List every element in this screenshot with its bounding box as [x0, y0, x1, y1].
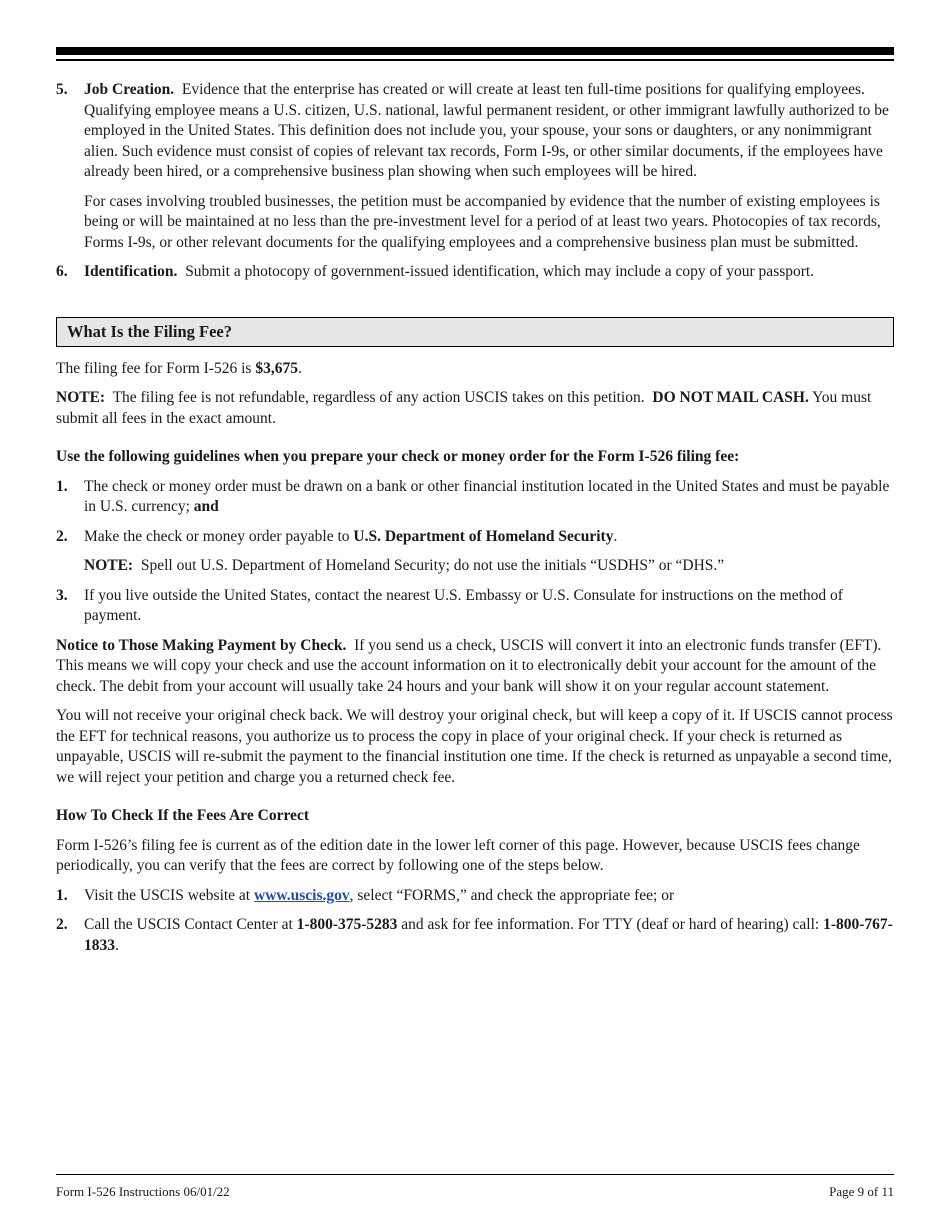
payee-name: U.S. Department of Homeland Security: [353, 527, 614, 545]
item-text: Submit a photocopy of government-issued identification, which may include a copy of your passport.: [185, 263, 815, 280]
footer-rule: [56, 1174, 894, 1175]
guideline-item-1: 1. The check or money order must be drawn on a bank or other financial institution located in the United States and must be payable in U.S. currency; and: [56, 477, 890, 515]
tty-phone: 1-800-767-1833: [84, 916, 893, 954]
fee-note: NOTE: The filing fee is not refundable, regardless of any action USCIS takes on this petition. DO NOT MAIL CASH. You must submit all fees in the exact amount.: [56, 389, 872, 427]
note-label: NOTE:: [56, 389, 106, 406]
item-title: Identification.: [84, 263, 178, 280]
item-number: 2.: [56, 527, 68, 545]
page-content: [56, 80, 894, 965]
top-rule-thin: [56, 59, 894, 61]
check-fees-step-1: 1. Visit the USCIS website at www.uscis.gov, select “FORMS,” and check the appropriate fee; or: [56, 886, 894, 907]
item-number: 1.: [56, 886, 68, 904]
check-notice-label: Notice to Those Making Payment by Check.: [56, 636, 347, 654]
check-notice-continued: You will not receive your original check back. We will destroy your original check, but will keep a copy of it. If USCIS cannot process the EFT for technical reasons, you authorize us to process the copy in place of your original check. If your check is returned as unpayable, USCIS will re-submit the payment to the financial institution one time. If the check is returned as unpayable a second time, we will reject your petition and charge you a returned check fee.: [56, 707, 893, 786]
section-heading-filing-fee: What Is the Filing Fee?: [56, 317, 894, 347]
check-notice: Notice to Those Making Payment by Check. If you send us a check, USCIS will convert it into an electronic funds transfer (EFT). This means we will copy your check and use the account information on it to electronically debit your account for the amount of the check. The debit from your account will usually take 24 hours and your bank will show it on your regular account statement.: [56, 636, 882, 695]
guideline-item-2: 2. Make the check or money order payable to U.S. Department of Homeland Security. NOTE: Spell out U.S. Department of Homeland Security; do not use the initials “USDHS” or “DHS.”: [56, 527, 725, 574]
note-label: NOTE:: [84, 557, 134, 574]
item-number: 2.: [56, 916, 68, 933]
fee-statement: The filing fee for Form I-526 is $3,675.: [56, 359, 302, 377]
contact-center-phone: 1-800-375-5283: [296, 916, 398, 933]
item-text-continued: For cases involving troubled businesses, the petition must be accompanied by evidence that the number of existing employees is being or will be maintained at no less than the pre-investment level for a period of at least two years. Photocopies of tax records, Forms I-9s, or other relevant documents for the qualifying employees and a comprehensive business plan must be submitted.: [84, 192, 881, 251]
fee-amount: $3,675: [255, 359, 298, 377]
item-title: Job Creation.: [84, 81, 175, 98]
footer-page-number: Page 9 of 11: [829, 1184, 894, 1199]
check-fees-intro: Form I-526’s filing fee is current as of the edition date in the lower left corner of this page. However, because USCIS fees change periodically, you can verify that the fees are correct by following one of the steps below.: [56, 836, 860, 874]
list-item-identification: [56, 262, 894, 283]
item-number: 5.: [56, 81, 68, 98]
item-number: 6.: [56, 263, 68, 280]
item-number: 3.: [56, 586, 68, 604]
footer-form-edition: Form I-526 Instructions 06/01/22: [56, 1184, 230, 1199]
guidelines-heading: Use the following guidelines when you prepare your check or money order for the Form I-526 filing fee:: [56, 448, 740, 465]
check-fees-heading: How To Check If the Fees Are Correct: [56, 807, 309, 824]
check-fees-step-2: 2. Call the USCIS Contact Center at 1-800-375-5283 and ask for fee information. For TTY (deaf or hard of hearing) call: 1-800-767-1833.: [56, 916, 893, 954]
item-text: Evidence that the enterprise has created or will create at least ten full-time positions for qualifying employees. Qualifying employee means a U.S. citizen, U.S. national, lawful permanent resident, or other immigrant lawfully authorized to be employed in the United States. This definition does not include you, your spouse, your sons or daughters, or any nonimmigrant alien. Such evidence must consist of copies of relevant tax records, Form I-9s, or other similar documents, if the employees have already been hired, or a comprehensive business plan showing when such employees will be hired.: [84, 81, 889, 180]
list-item-job-creation: [56, 80, 894, 253]
no-cash-warning: DO NOT MAIL CASH.: [652, 389, 809, 406]
top-rule-thick: [56, 47, 894, 55]
item-number: 1.: [56, 477, 68, 495]
uscis-website-link[interactable]: www.uscis.gov: [254, 886, 350, 904]
guideline-item-3: 3. If you live outside the United States, contact the nearest U.S. Embassy or U.S. Consulate for instructions on the method of payment.: [56, 586, 843, 624]
